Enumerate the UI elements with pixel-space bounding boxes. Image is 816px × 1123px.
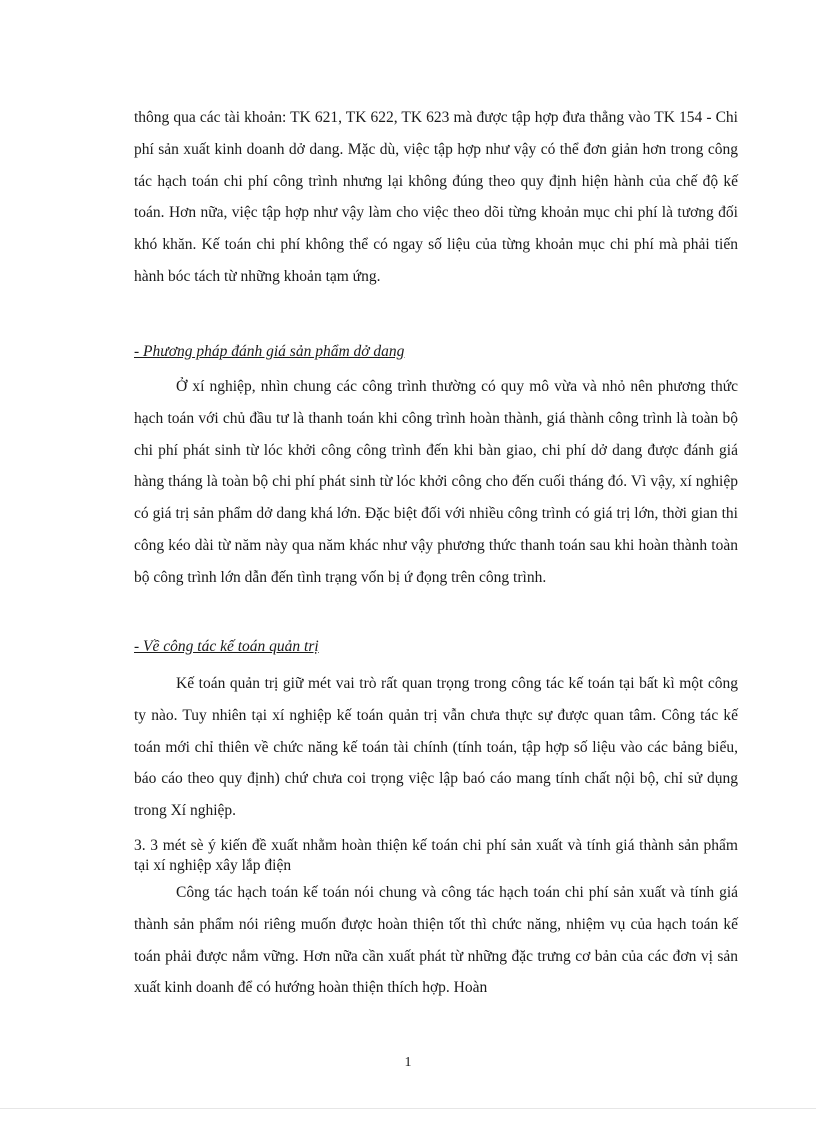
heading-management-accounting: - Về công tác kế toán quản trị	[134, 638, 319, 655]
section-title-3-3: 3. 3 mét sè ý kiến đề xuất nhằm hoàn thiện kế toán chi phí sản xuất và tính giá thành sản phẩm tại xí nghiệp xây lắp điện	[134, 837, 738, 874]
page-number: 1	[404, 1055, 412, 1070]
paragraph-management-accounting: Kế toán quản trị giữ mét vai trò rất quan trọng trong công tác kế toán tại bất kì một công ty nào. Tuy nhiên tại xí nghiệp kế toán quản trị vẫn chưa thực sự được quan tâm. Công tác kế toán mới chỉ thiên về chức năng kế toán tài chính (tính toán, tập hợp số liệu vào các bảng biểu, báo cáo theo quy định) chứ chưa coi trọng việc lập baó cáo mang tính chất nội bộ, chỉ sử dụng trong Xí nghiệp.	[134, 675, 738, 820]
paragraph-accounts: thông qua các tài khoản: TK 621, TK 622, TK 623 mà được tập hợp đưa thẳng vào TK 154 - Chi phí sản xuất kinh doanh dở dang. Mặc dù, việc tập hợp như vậy có thể đơn giản hơn trong công tác hạch toán chi phí công trình nhưng lại không đúng theo quy định hiện hành của chế độ kế toán. Hơn nữa, việc tập hợp như vậy làm cho việc theo dõi từng khoản mục chi phí là tương đối khó khăn. Kế toán chi phí không thể có ngay số liệu của từng khoản mục chi phí mà phải tiến hành bóc tách từ những khoản tạm ứng.	[134, 109, 738, 285]
paragraph-improvement: Công tác hạch toán kế toán nói chung và công tác hạch toán chi phí sản xuất và tính giá thành sản phẩm nói riêng muốn được hoàn thiện tốt thì chức năng, nhiệm vụ của hạch toán kế toán phải được nắm vững. Hơn nữa cần xuất phát từ những đặc trưng cơ bản của các đơn vị sản xuất kinh doanh để có hướng hoàn thiện thích hợp. Hoàn	[134, 884, 738, 997]
heading-wip-valuation: - Phương pháp đánh giá sản phẩm dở dang	[134, 343, 405, 360]
page-bottom-divider	[0, 1108, 816, 1109]
paragraph-wip-valuation: Ở xí nghiệp, nhìn chung các công trình thường có quy mô vừa và nhỏ nên phương thức hạch toán với chủ đầu tư là thanh toán khi công trình hoàn thành, giá thành công trình là toàn bộ chi phí phát sinh từ lóc khởi công công trình đến khi bàn giao, chi phí dở dang được đánh giá hàng tháng là toàn bộ chi phí phát sinh từ lóc khởi công cho đến cuối tháng đó. Vì vậy, xí nghiệp có giá trị sản phẩm dở dang khá lớn. Đặc biệt đối với nhiều công trình có giá trị lớn, thời gian thi công kéo dài từ năm này qua năm khác như vậy phương thức thanh toán sau khi hoàn thành toàn bộ công trình lớn dẫn đến tình trạng vốn bị ứ đọng trên công trình.	[134, 378, 738, 586]
